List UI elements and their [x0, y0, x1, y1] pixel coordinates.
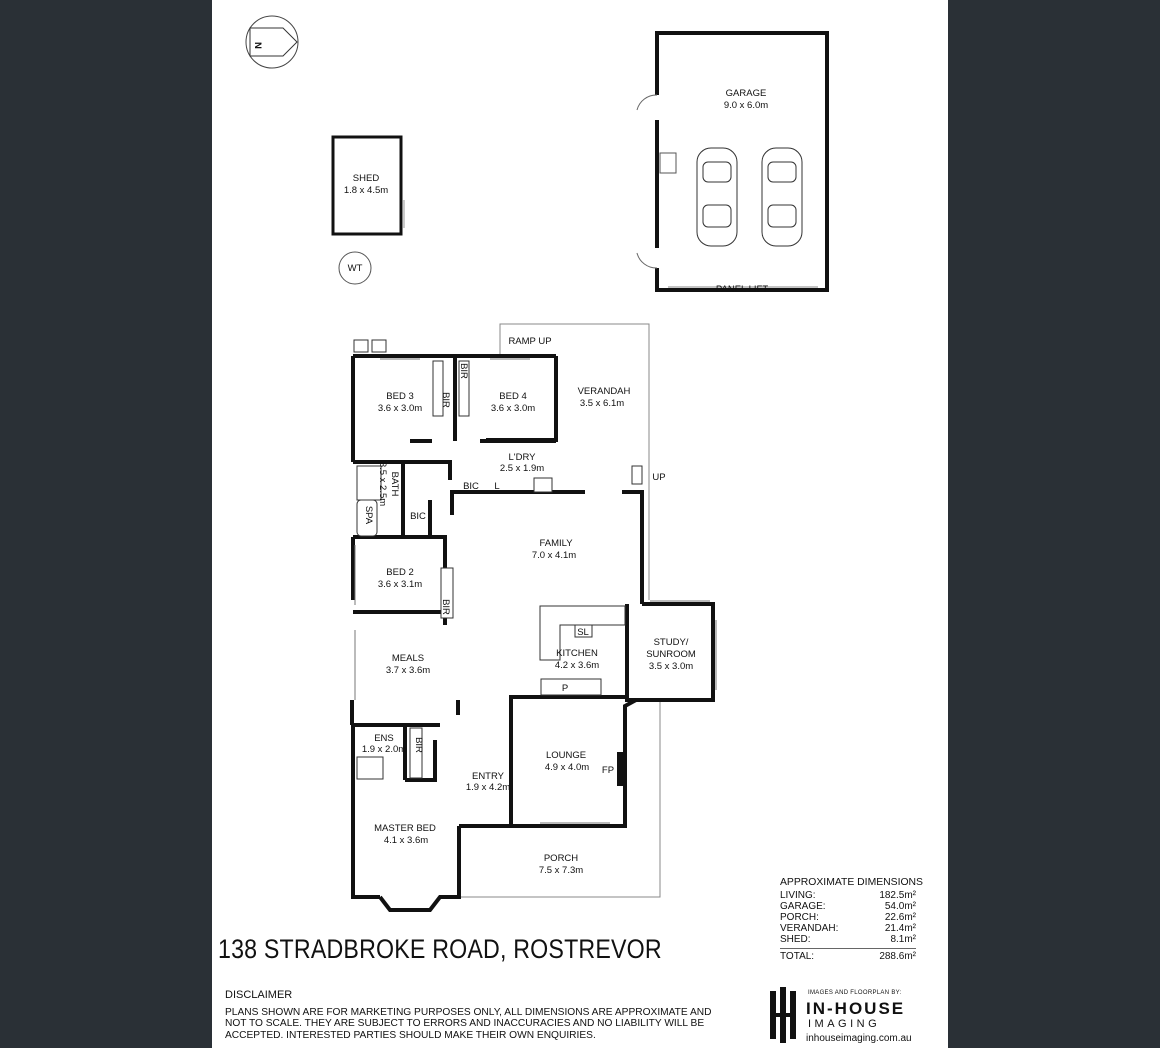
master-name: MASTER BED: [374, 823, 436, 834]
bir-label: BIR: [458, 363, 469, 379]
bed2-size: 3.6 x 3.1m: [377, 579, 423, 590]
porch-size: 7.5 x 7.3m: [538, 865, 584, 876]
ens-name: ENS: [374, 733, 394, 744]
family-size: 7.0 x 4.1m: [531, 550, 577, 561]
company-logo: [768, 985, 948, 1045]
total-value: 288.6m²: [879, 951, 916, 962]
ramp-label: RAMP UP: [508, 336, 552, 347]
shed-size: 1.8 x 4.5m: [343, 185, 389, 196]
water-tank-label: WT: [347, 263, 363, 274]
dimension-value: 21.4m²: [884, 923, 916, 934]
dimension-row: [780, 923, 916, 934]
laundry-size: 2.5 x 1.9m: [499, 463, 545, 474]
disclaimer-heading: DISCLAIMER: [225, 989, 293, 1001]
l-label: L: [494, 481, 500, 492]
verandah-name: VERANDAH: [577, 386, 631, 397]
entry-size: 1.9 x 4.2m: [465, 782, 511, 793]
car-icon: [697, 148, 737, 246]
study-size: 3.5 x 3.0m: [648, 661, 694, 672]
study-name: STUDY/: [653, 637, 689, 648]
dimension-label: SHED:: [780, 934, 811, 945]
dimension-value: 22.6m²: [884, 912, 916, 923]
bed4-name: BED 4: [499, 391, 527, 402]
pantry-label: P: [561, 683, 569, 694]
ens-size: 1.9 x 2.0m: [361, 744, 407, 755]
logo-website: inhouseimaging.com.au: [806, 1033, 912, 1044]
bic-label: BIC: [463, 481, 479, 492]
bed3-name: BED 3: [386, 391, 414, 402]
master-size: 4.1 x 3.6m: [383, 835, 429, 846]
garage-name: GARAGE: [725, 88, 767, 99]
family-name: FAMILY: [539, 538, 573, 549]
logo-brand-sub: IMAGING: [808, 1018, 881, 1030]
bed3-size: 3.6 x 3.0m: [377, 403, 423, 414]
dimension-row: [780, 934, 916, 945]
kitchen-size: 4.2 x 3.6m: [554, 660, 600, 671]
entry-name: ENTRY: [471, 771, 505, 782]
logo-mark-icon: [768, 987, 798, 1043]
kitchen-name: KITCHEN: [556, 648, 598, 659]
laundry-name: L'DRY: [508, 452, 536, 463]
fireplace-icon: [617, 752, 625, 786]
fireplace-label: FP: [601, 765, 615, 776]
bed4-size: 3.6 x 3.0m: [490, 403, 536, 414]
disclaimer-body: PLANS SHOWN ARE FOR MARKETING PURPOSES ONLY, ALL DIMENSIONS ARE APPROXIMATE AND NOT TO SCALE. THEY ARE SUBJECT TO ERRORS AND INACCURACIES AND NO LIABILITY WILL BE ACCEPTED. INTERESTED PARTIES SHOULD MAKE THEIR OWN ENQUIRIES.: [225, 1006, 712, 1041]
garage-door-label: PANEL LIFT: [715, 284, 769, 295]
north-arrow-icon: [246, 16, 298, 68]
meals-name: MEALS: [391, 653, 425, 664]
porch-name: PORCH: [543, 853, 579, 864]
verandah-size: 3.5 x 6.1m: [579, 398, 625, 409]
up-label: UP: [652, 472, 666, 483]
dimension-value: 8.1m²: [890, 934, 916, 945]
dimension-value: 54.0m²: [884, 901, 916, 912]
bed2-name: BED 2: [386, 567, 414, 578]
dimension-row: [780, 912, 916, 923]
dimension-label: GARAGE:: [780, 901, 826, 912]
dimension-value: 182.5m²: [879, 890, 916, 901]
bir-label: BIR: [440, 392, 451, 408]
bath-name: BATH: [389, 471, 400, 497]
windows: [355, 359, 716, 823]
bic-label: BIC: [410, 511, 426, 522]
disclaimer: [225, 990, 715, 1041]
logo-brand: IN-HOUSE: [806, 999, 906, 1018]
bath-size: 3.5 x 2.5m: [377, 461, 388, 507]
bir-label: BIR: [440, 599, 451, 615]
car-icon: [762, 148, 802, 246]
dimension-label: LIVING:: [780, 890, 816, 901]
property-address: 138 STRADBROKE ROAD, ROSTREVOR: [218, 934, 662, 964]
dimensions-table: [780, 877, 923, 962]
sl-label: SL: [577, 627, 589, 638]
dimension-total-row: [780, 948, 916, 962]
study-name2: SUNROOM: [646, 649, 696, 660]
bir-label: BIR: [413, 737, 424, 753]
north-label: N: [252, 42, 263, 49]
dimension-label: VERANDAH:: [780, 923, 839, 934]
dimension-row: [780, 901, 916, 912]
lounge-name: LOUNGE: [545, 750, 587, 761]
spa-label: SPA: [363, 505, 374, 525]
dimensions-heading: APPROXIMATE DIMENSIONS: [780, 877, 923, 888]
shed-name: SHED: [352, 173, 380, 184]
meals-size: 3.7 x 3.6m: [385, 665, 431, 676]
logo-credit: IMAGES AND FLOORPLAN BY:: [808, 990, 902, 996]
total-label: TOTAL:: [780, 951, 815, 962]
garage-size: 9.0 x 6.0m: [723, 100, 769, 111]
dimension-row: [780, 890, 916, 901]
dimension-label: PORCH:: [780, 912, 819, 923]
lounge-size: 4.9 x 4.0m: [544, 762, 590, 773]
